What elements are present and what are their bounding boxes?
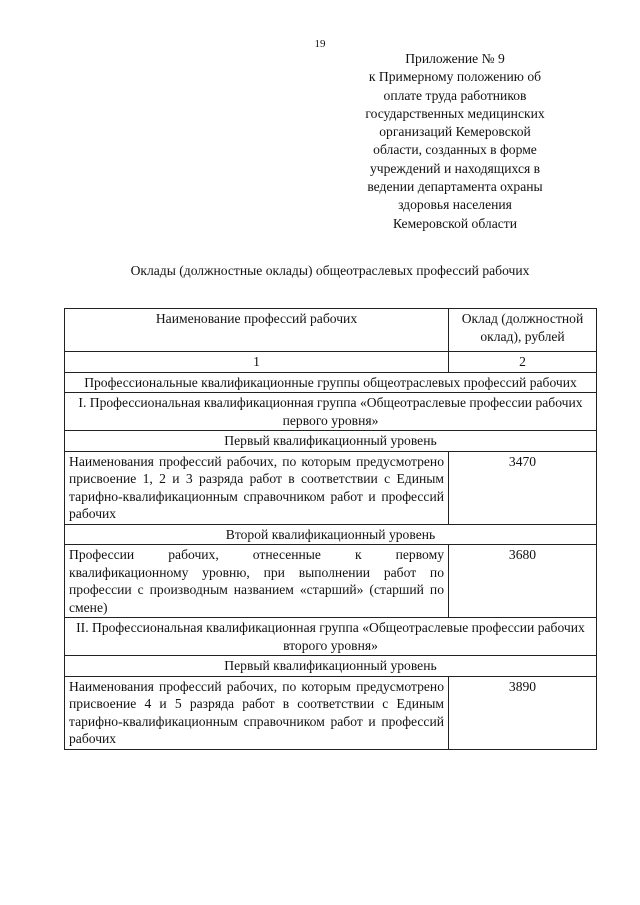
appendix-line: области, созданных в форме <box>373 142 537 158</box>
table-row <box>65 676 597 749</box>
header-salary: Оклад (должностной оклад), рублей <box>449 309 597 352</box>
section-title: Профессиональные квалификационные группы общеотраслевых профессий рабочих <box>65 372 597 393</box>
page-number: 19 <box>314 38 326 50</box>
appendix-line: здоровья населения <box>398 197 512 213</box>
header-profession: Наименование профессий рабочих <box>65 309 449 352</box>
group-title: I. Профессиональная квалификационная группа «Общеотраслевые профессии рабочих первого уровня» <box>65 393 597 431</box>
appendix-line: государственных медицинских <box>365 105 545 121</box>
group-title-row <box>65 618 597 656</box>
salary-value: 3470 <box>449 451 597 524</box>
level-title-row <box>65 656 597 677</box>
profession-description: Наименования профессий рабочих, по которым предусмотрено присвоение 1, 2 и 3 разряда работ в соответствии с Единым тарифно-квалификационным справочником работ и профессий рабочих <box>65 451 449 524</box>
appendix-line: организаций Кемеровской <box>379 124 531 140</box>
column-number-row <box>65 352 597 373</box>
salary-value: 3680 <box>449 545 597 618</box>
appendix-block <box>330 50 580 233</box>
table-row <box>65 451 597 524</box>
group-title: II. Профессиональная квалификационная группа «Общеотраслевые профессии рабочих второго уровня» <box>65 618 597 656</box>
level-title: Первый квалификационный уровень <box>65 431 597 452</box>
profession-description: Профессии рабочих, отнесенные к первому квалификационному уровню, при выполнении работ по профессии с производным названием «старший» (старший по смене) <box>65 545 449 618</box>
appendix-line: учреждений и находящихся в <box>369 160 541 176</box>
column-number-1: 1 <box>65 352 449 373</box>
level-title: Второй квалификационный уровень <box>65 524 597 545</box>
table-row <box>65 545 597 618</box>
table-header-row <box>65 309 597 352</box>
appendix-line: Приложение № 9 <box>405 51 505 66</box>
level-title-row <box>65 524 597 545</box>
appendix-line: к Примерному положению об <box>368 69 542 85</box>
section-title-row <box>65 372 597 393</box>
salary-table <box>64 308 597 750</box>
profession-description: Наименования профессий рабочих, по которым предусмотрено присвоение 4 и 5 разряда работ в соответствии с Единым тарифно-квалификационным справочником работ и профессий рабочих <box>65 676 449 749</box>
group-title-row <box>65 393 597 431</box>
salary-value: 3890 <box>449 676 597 749</box>
document-title: Оклады (должностные оклады) общеотраслевых профессий рабочих <box>130 263 530 278</box>
appendix-line: ведении департамента охраны <box>367 179 543 195</box>
appendix-line: оплате труда работников <box>383 87 527 103</box>
level-title-row <box>65 431 597 452</box>
appendix-line: Кемеровской области <box>392 215 517 231</box>
level-title: Первый квалификационный уровень <box>65 656 597 677</box>
column-number-2: 2 <box>449 352 597 373</box>
